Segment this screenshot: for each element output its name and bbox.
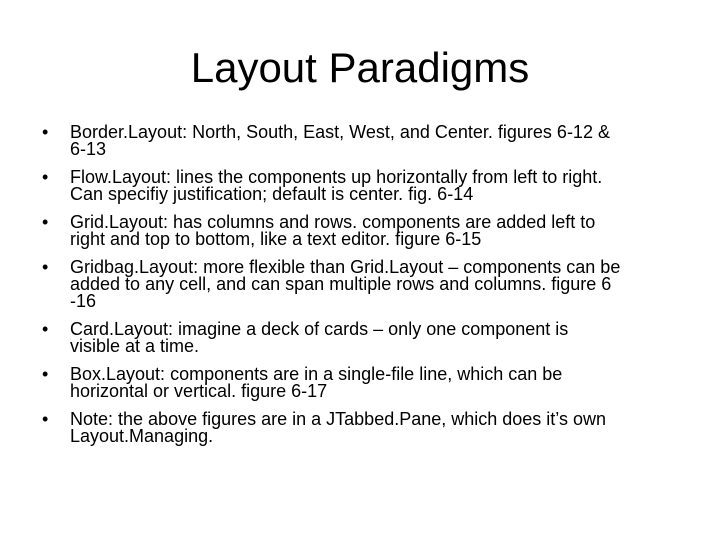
bullet-text — [70, 169, 688, 203]
bullet-line: Grid.Layout: has columns and rows. components are added left to — [70, 212, 596, 232]
bullet-line: Can specifiy justification; default is center. fig. 6-14 — [70, 184, 474, 204]
bullet-text — [70, 214, 688, 248]
bullet-item-border-layout — [36, 124, 688, 158]
bullet-text — [70, 366, 688, 400]
bullet-line: Flow.Layout: lines the components up horizontally from left to right. — [70, 167, 603, 187]
bullet-line: Note: the above figures are in a JTabbed.Pane, which does it’s own — [70, 409, 607, 429]
bullet-line: Gridbag.Layout: more flexible than Grid.Layout – components can be — [70, 257, 621, 277]
bullet-marker: • — [42, 257, 49, 277]
bullet-line: Layout.Managing. — [70, 426, 214, 446]
bullet-line: -16 — [70, 291, 97, 311]
bullet-marker: • — [42, 319, 49, 339]
bullet-text — [70, 124, 688, 158]
bullet-list — [36, 124, 688, 456]
bullet-marker: • — [42, 364, 49, 384]
bullet-line: 6-13 — [70, 139, 107, 159]
bullet-item-grid-layout — [36, 214, 688, 248]
bullet-line: Box.Layout: components are in a single-file line, which can be — [70, 364, 563, 384]
bullet-marker: • — [42, 122, 49, 142]
bullet-item-box-layout — [36, 366, 688, 400]
bullet-item-card-layout — [36, 321, 688, 355]
slide-title: Layout Paradigms — [190, 44, 530, 91]
bullet-marker: • — [42, 212, 49, 232]
bullet-item-gridbag-layout — [36, 259, 688, 310]
bullet-line: visible at a time. — [70, 336, 200, 356]
bullet-item-flow-layout — [36, 169, 688, 203]
bullet-line: Card.Layout: imagine a deck of cards – only one component is — [70, 319, 569, 339]
bullet-text — [70, 259, 688, 310]
bullet-line: added to any cell, and can span multiple rows and columns. figure 6 — [70, 274, 612, 294]
bullet-marker: • — [42, 409, 49, 429]
bullet-line: Border.Layout: North, South, East, West, and Center. figures 6-12 & — [70, 122, 610, 142]
bullet-line: right and top to bottom, like a text editor. figure 6-15 — [70, 229, 482, 249]
bullet-text — [70, 411, 688, 445]
bullet-text — [70, 321, 688, 355]
bullet-marker: • — [42, 167, 49, 187]
bullet-item-note — [36, 411, 688, 445]
bullet-line: horizontal or vertical. figure 6-17 — [70, 381, 328, 401]
